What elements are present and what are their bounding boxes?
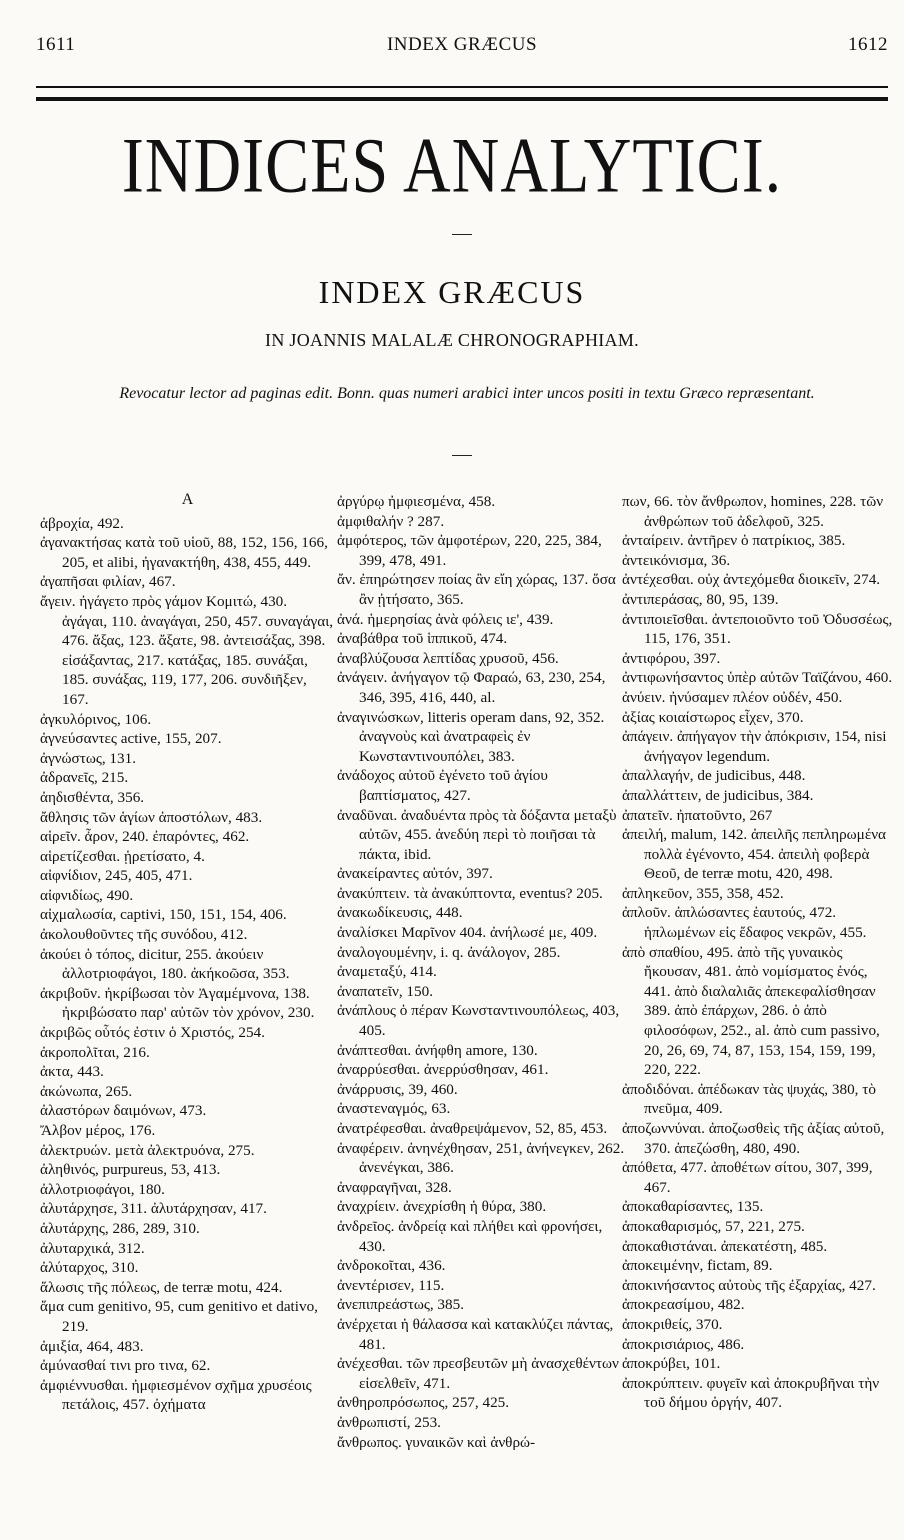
- index-entry: ἀνάδοχος αὐτοῦ ἐγένετο τοῦ ἁγίου βαπτίσματος, 427.: [337, 767, 548, 804]
- index-entry: ἀγανακτήσας κατὰ τοῦ υἱοῦ, 88, 152, 156, 166, 205, et alibi, ἠγανακτήθη, 438, 455, 449.: [40, 534, 328, 571]
- index-entry: ἀντεικόνισμα, 36.: [622, 551, 731, 569]
- index-entry: ἀκριβῶς οὗτός ἐστιν ὁ Χριστός, 254.: [40, 1024, 265, 1042]
- index-entry: ἀποκρύπτειν. φυγεῖν καὶ ἀποκρυβῆναι τὴν τοῦ δήμου ὀργήν, 407.: [622, 1374, 880, 1412]
- section-letter: A: [181, 491, 194, 508]
- index-entry: Ἄλβον μέρος, 176.: [40, 1122, 156, 1139]
- index-entry: αἱρεῖν. ἆρον, 240. ἐπαρόντες, 462.: [40, 828, 250, 846]
- running-head: [36, 30, 888, 60]
- page-number-right: 1612: [848, 34, 888, 55]
- index-column-2: [337, 492, 627, 1452]
- index-entry: ἀκριβοῦν. ἠκρίβωσαι τὸν Ἀγαμέμνονα, 138. ἠκριβώσατο παρ' αὐτῶν τὸν χρόνον, 230.: [40, 984, 315, 1022]
- index-entry: ἀποκρεασίμου, 482.: [622, 1296, 745, 1314]
- index-entry: ἀπληκεῦον, 355, 358, 452.: [622, 884, 784, 902]
- index-entry: ἀνά. ἡμερησίας ἀνὰ φόλεις ιε', 439.: [337, 610, 554, 628]
- index-entry: ἀναρρύεσθαι. ἀνερρύσθησαν, 461.: [337, 1061, 549, 1079]
- index-entry: ἀνάπτεσθαι. ἀνήφθη amore, 130.: [337, 1041, 538, 1059]
- index-entry: ἀλεκτρυών. μετὰ ἀλεκτρυόνα, 275.: [40, 1141, 255, 1159]
- index-entry: ἀποκινήσαντος αὐτοὺς τῆς ἐξαρχίας, 427.: [622, 1276, 876, 1294]
- index-entry: αἱρετίζεσθαι. ᾑρετίσατο, 4.: [40, 847, 205, 865]
- index-entry: ἀνδρεῖος. ἀνδρείᾳ καὶ πλήθει καὶ φρονήσει, 430.: [337, 1217, 603, 1255]
- index-entry: ἀπατεῖν. ἠπατοῦντο, 267: [622, 806, 773, 824]
- index-entry: ἀνδροκοῖται, 436.: [337, 1257, 446, 1275]
- index-entry: ἅμα cum genitivo, 95, cum genitivo et dativo, 219.: [40, 1298, 318, 1335]
- index-entry: ἀναφραγῆναι, 328.: [337, 1178, 452, 1196]
- index-entry: αἰχμαλωσία, captivi, 150, 151, 154, 406.: [40, 906, 287, 924]
- index-entry: αἰφνίδιον, 245, 405, 471.: [40, 867, 193, 885]
- index-entry: ἀπειλή, malum, 142. ἀπειλῆς πεπληρωμένα πολλὰ ἐγένοντο, 454. ἀπειλὴ φοβερὰ Θεοῦ, de terræ motu, 420, 498.: [622, 826, 887, 883]
- index-entry: ἀναμεταξύ, 414.: [337, 963, 437, 981]
- divider-dash: [452, 455, 472, 456]
- index-entry: ἄνθρωπος. γυναικῶν καὶ ἀνθρώ-: [337, 1433, 536, 1451]
- index-entry: ἀποκριθείς, 370.: [622, 1315, 723, 1333]
- index-entry: ἀλυτάρχης, 286, 289, 310.: [40, 1219, 200, 1237]
- index-entry: ἀντιπεράσας, 80, 95, 139.: [622, 590, 779, 608]
- index-entry: ἀποκρισιάριος, 486.: [622, 1335, 745, 1353]
- index-entry: ἀργύρῳ ἠμφιεσμένα, 458.: [337, 493, 496, 510]
- index-entry: ἀμφιθαλήν ? 287.: [337, 512, 445, 530]
- index-entry: ἀνύειν. ἠνύσαμεν πλέον οὐδέν, 450.: [622, 688, 843, 706]
- index-entry: ἀκτα, 443.: [40, 1063, 104, 1081]
- index-entry: ἀκούει ὁ τόπος, dicitur, 255. ἀκούειν ἀλλοτριοφάγοι, 180. ἀκήκοῶσα, 353.: [40, 945, 290, 983]
- index-entry: ἀποζωννύναι. ἀποζωσθεὶς τῆς ἀξίας αὐτοῦ, 370. ἀπεζώσθη, 480, 490.: [622, 1120, 885, 1157]
- index-entry: ἀγαπῆσαι φιλίαν, 467.: [40, 573, 176, 591]
- index-entry: αἰφνιδίως, 490.: [40, 886, 134, 904]
- index-entry: ἀναλογουμένην, i. q. ἀνάλογον, 285.: [337, 943, 561, 961]
- index-entry: ἀντιποιεῖσθαι. ἀντεποιοῦντο τοῦ Ὀδυσσέως, 115, 176, 351.: [622, 610, 893, 648]
- index-entry: ἀδρανεῖς, 215.: [40, 769, 129, 787]
- entry-list: [622, 492, 894, 1413]
- index-title: INDEX GRÆCUS: [318, 274, 586, 310]
- index-entry: ἀνακύπτειν. τὰ ἀνακύπτοντα, eventus? 205.: [337, 884, 603, 902]
- index-entry: ἀμύνασθαί τινι pro τινα, 62.: [40, 1357, 211, 1375]
- entry-list: [337, 492, 627, 1452]
- index-entry: ἀνεντέρισεν, 115.: [337, 1276, 445, 1294]
- index-entry: ἀνέρχεται ἡ θάλασσα καὶ κατακλύζει πάντας, 481.: [337, 1315, 614, 1353]
- index-entry: ἀπάγειν. ἀπήγαγον τὴν ἀπόκρισιν, 154, nisi ἀνήγαγον legendum.: [622, 728, 887, 765]
- index-entry: ἀνακείραντες αὐτόν, 397.: [337, 865, 493, 883]
- index-entry: ἀλυτάρχησε, 311. ἀλυτάρχησαν, 417.: [40, 1200, 267, 1218]
- index-entry: ἀποκαθαρισμός, 57, 221, 275.: [622, 1217, 805, 1235]
- index-entry: ἀκώνωπα, 265.: [40, 1082, 133, 1100]
- index-entry: ἀντιφόρου, 397.: [622, 649, 721, 667]
- index-column-3: [622, 492, 894, 1413]
- index-entry: ἄν. ἐπηρώτησεν ποίας ἂν εἴη χώρας, 137. ὅσα ἂν ᾐτήσατο, 365.: [337, 571, 616, 608]
- index-entry: ἀμφότερος, τῶν ἀμφοτέρων, 220, 225, 384, 399, 478, 491.: [337, 532, 602, 569]
- index-entry: ἀναδῦναι. ἀναδυέντα πρὸς τὰ δόξαντα μεταξὺ αὐτῶν, 455. ἀνεδύη περὶ τὸ ποιῆσαι τὰ πάκτα, ibid.: [337, 806, 617, 863]
- index-entry: ἅλωσις τῆς πόλεως, de terræ motu, 424.: [40, 1278, 283, 1296]
- index-entry: ἀπὸ σπαθίου, 495. ἀπὸ τῆς γυναικὸς ἤκουσαν, 481. ἀπὸ νομίσματος ἑνός, 441. ἀπὸ διαλαλιᾶς ἀπεκεφαλίσθησαν 389. ἀπὸ ἐπάρχων, 286. ὁ ἀπὸ φιλοσόφων, 252., al. ἀπὸ cum passivo, 20, 26, 69, 74, 87, 153, 154, 159, 199, 220, 222.: [622, 943, 880, 1079]
- index-entry: ἀμφιέννυσθαι. ἠμφιεσμένον σχῆμα χρυσέοις πετάλοις, 457. ὀχήματα: [40, 1376, 312, 1414]
- index-subtitle: IN JOANNIS MALALÆ CHRONOGRAPHIAM.: [265, 330, 639, 350]
- index-entry: ἀπαλλάττειν, de judicibus, 384.: [622, 786, 814, 804]
- index-entry: ἀναλίσκει Μαρῖνον 404. ἀνήλωσέ με, 409.: [337, 924, 598, 942]
- index-entry: ἀνάπλους ὁ πέραν Κωνσταντινουπόλεως, 403, 405.: [337, 1002, 620, 1040]
- running-title: INDEX GRÆCUS: [386, 34, 538, 55]
- index-entry: ἀποδιδόναι. ἀπέδωκαν τὰς ψυχάς, 380, τὸ πνεῦμα, 409.: [622, 1080, 876, 1118]
- index-entry: ἀπαλλαγήν, de judicibus, 448.: [622, 767, 806, 785]
- index-entry: ἀνακωδίκευσις, 448.: [337, 904, 463, 922]
- index-entry: ἀνατρέφεσθαι. ἀναθρεψάμενον, 52, 85, 453.: [337, 1120, 608, 1137]
- index-entry: ἀπόθετα, 477. ἀποθέτων σίτου, 307, 399, 467.: [622, 1159, 873, 1196]
- index-entry: ἀξίας κοιαίστωρος εἶχεν, 370.: [622, 708, 804, 726]
- index-column-1: [40, 490, 335, 1415]
- index-entry: ἀποκαθαρίσαντες, 135.: [622, 1198, 764, 1216]
- index-entry: ἀναφέρειν. ἀνηνέχθησαν, 251, ἀνήνεγκεν, 262. ἀνενέγκαι, 386.: [337, 1139, 625, 1177]
- index-entry: ἀλύταρχος, 310.: [40, 1259, 139, 1277]
- index-entry: ἀκολουθοῦντες τῆς συνόδου, 412.: [40, 926, 248, 944]
- index-entry: ἀναχρίειν. ἀνεχρίσθη ἡ θύρα, 380.: [337, 1198, 547, 1216]
- index-entry: ἀνέχεσθαι. τῶν πρεσβευτῶν μὴ ἀνασχεθέντων εἰσελθεῖν, 471.: [337, 1355, 619, 1392]
- reader-note: Revocatur lector ad paginas edit. Bonn. quas numeri arabici inter uncos positi in textu Græco repræsentant.: [119, 385, 815, 402]
- index-entry: ἀντέχεσθαι. οὐχ ἀντεχόμεθα διοικεῖν, 274.: [622, 571, 881, 589]
- divider-dash: [452, 234, 472, 235]
- index-entry: ἀληθινός, purpureus, 53, 413.: [40, 1161, 221, 1179]
- index-entry: ἀγκυλόρινος, 106.: [40, 710, 152, 728]
- index-entry: ἀναβάθρα τοῦ ἱππικοῦ, 474.: [337, 630, 508, 648]
- index-entry: ἀηδισθέντα, 356.: [40, 788, 145, 806]
- index-entry: ἀποκρύβει, 101.: [622, 1355, 721, 1373]
- index-entry: ἄγειν. ἠγάγετο πρὸς γάμον Κομιτώ, 430. ἀγάγαι, 110. ἀναγάγαι, 250, 457. συναγάγαι, 476. ἄξας, 123. ἄξατε, 98. ἀντεισάξας, 398. εἰσάξαντας, 217. κατάξας, 185. συνάξαι, 185. συνάξας, 119, 177, 206. συνδιῆξεν, 167.: [40, 592, 334, 708]
- index-entry: ἀνταίρειν. ἀντῆρεν ὁ πατρίκιος, 385.: [622, 532, 846, 550]
- index-entry: ἀπλοῦν. ἀπλώσαντες ἑαυτούς, 472. ἡπλωμένων εἰς ἔδαφος νεκρῶν, 455.: [622, 904, 867, 942]
- index-entry: ἀναπατεῖν, 150.: [337, 982, 434, 1000]
- index-entry: ἄθλησις τῶν ἁγίων ἀποστόλων, 483.: [40, 808, 263, 826]
- index-entry: ἀποκειμένην, fictam, 89.: [622, 1257, 773, 1275]
- page-title: INDICES ANALYTICI.: [121, 123, 783, 210]
- index-entry: ἀναστεναγμός, 63.: [337, 1100, 451, 1118]
- index-entry: ἀλαστόρων δαιμόνων, 473.: [40, 1102, 207, 1120]
- index-entry: ἀναγινώσκων, litteris operam dans, 92, 352. ἀναγνοὺς καὶ ἀνατραφεὶς ἐν Κωνσταντινουπόλει, 383.: [337, 708, 605, 765]
- index-entry: ἀνάγειν. ἀνήγαγον τῷ Φαραώ, 63, 230, 254, 346, 395, 416, 440, al.: [337, 669, 606, 706]
- index-entry: ἀλυταρχικά, 312.: [40, 1239, 145, 1257]
- index-entry: ἀνεπιπρεάστως, 385.: [337, 1296, 465, 1314]
- index-entry: ἀνθρωπιστί, 253.: [337, 1413, 441, 1431]
- header-rule: [36, 86, 888, 101]
- index-entry: ἀβροχία, 492.: [40, 514, 124, 532]
- index-entry: ἀνάρρυσις, 39, 460.: [337, 1080, 458, 1098]
- index-entry: ἀποκαθιστάναι. ἀπεκατέστη, 485.: [622, 1237, 828, 1255]
- index-entry: ἀνθηροπρόσωπος, 257, 425.: [337, 1394, 510, 1412]
- index-entry: ἀλλοτριοφάγοι, 180.: [40, 1180, 165, 1198]
- index-entry: ἀγνεύσαντες active, 155, 207.: [40, 730, 222, 748]
- index-entry: ἀγνώστως, 131.: [40, 749, 137, 767]
- index-entry: ἀμιξία, 464, 483.: [40, 1337, 144, 1355]
- entry-list: [40, 514, 335, 1415]
- index-entry: ἀναβλύζουσα λεπτίδας χρυσοῦ, 456.: [337, 649, 559, 667]
- index-entry: ἀκροπολῖται, 216.: [40, 1043, 150, 1061]
- page-number-left: 1611: [36, 34, 76, 55]
- index-entry: πων, 66. τὸν ἄνθρωπον, homines, 228. τῶν ἀνθρώπων τοῦ ἀδελφοῦ, 325.: [622, 493, 884, 530]
- index-entry: ἀντιφωνήσαντος ὑπὲρ αὐτῶν Ταϊζάνου, 460.: [622, 669, 893, 687]
